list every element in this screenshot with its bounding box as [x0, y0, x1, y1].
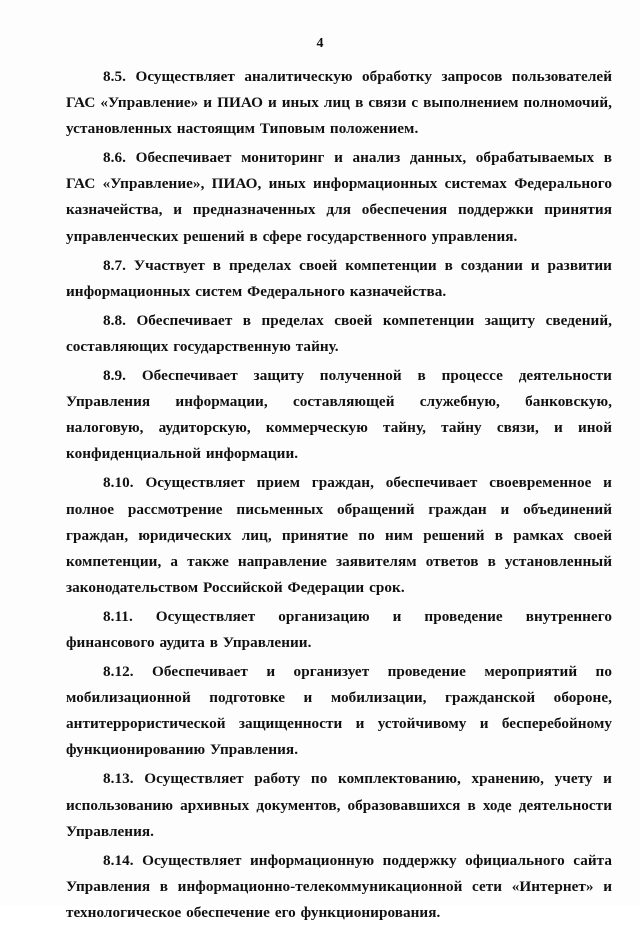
- paragraph-text: Осуществляет прием граждан, обеспечивает своевременное и полное рассмотрение письменных обращений граждан и объединений граждан, юридических лиц, принятие по ним решений в рамках своей компетенции, а также направление заявителям ответов в установленный законодательством Российской Федерации срок.: [66, 474, 612, 596]
- paragraph-8-10: [66, 470, 612, 600]
- paragraph-8-5: [66, 64, 612, 142]
- paragraph-number: 8.13.: [103, 770, 134, 788]
- paragraph-number: 8.5.: [103, 68, 126, 85]
- paragraph-8-8: [66, 308, 612, 360]
- paragraph-number: 8.11.: [103, 607, 133, 625]
- paragraph-number: 8.12.: [103, 663, 134, 681]
- paragraph-text: Участвует в пределах своей компетенции в создании и развитии информационных систем Федерального казначейства.: [66, 256, 612, 300]
- paragraph-number: 8.7.: [103, 256, 126, 274]
- paragraph-number: 8.6.: [103, 149, 126, 167]
- paragraph-number: 8.10.: [103, 474, 134, 492]
- paragraph-text: Обеспечивает в пределах своей компетенции защиту сведений, составляющих государственную тайну.: [66, 311, 612, 355]
- paragraph-8-9: [66, 363, 612, 467]
- page-number: 4: [316, 36, 324, 51]
- paragraph-8-14: [66, 848, 612, 926]
- paragraph-text: Обеспечивает защиту полученной в процессе деятельности Управления информации, составляющей служебную, банковскую, налоговую, аудиторскую, коммерческую тайну, тайну связи, и иной конфиденциальной информации.: [66, 367, 612, 463]
- paragraph-text: Обеспечивает мониторинг и анализ данных, обрабатываемых в ГАС «Управление», ПИАО, иных информационных системах Федерального казначейства, и предназначенных для обеспечения поддержки принятия управленческих решений в сфере государственного управления.: [66, 149, 612, 245]
- paragraph-number: 8.14.: [103, 851, 134, 869]
- document-body: [66, 64, 612, 929]
- paragraph-text: Осуществляет работу по комплектованию, хранению, учету и использованию архивных документов, образовавшихся в ходе деятельности Управления.: [66, 770, 612, 840]
- paragraph-text: Осуществляет организацию и проведение внутреннего финансового аудита в Управлении.: [66, 607, 612, 651]
- paragraph-text: Осуществляет информационную поддержку официального сайта Управления в информационно-телекоммуникационной сети «Интернет» и технологическое обеспечение его функционирования.: [66, 851, 612, 921]
- paragraph-text: Осуществляет аналитическую обработку запросов пользователей ГАС «Управление» и ПИАО и иных лиц в связи с выполнением полномочий, установленных настоящим Типовым положением.: [66, 68, 612, 138]
- paragraph-number: 8.8.: [103, 311, 126, 329]
- paragraph-text: Обеспечивает и организует проведение мероприятий по мобилизационной подготовке и мобилизации, гражданской обороне, антитеррористической защищенности и устойчивому и бесперебойному функционированию Управления.: [66, 663, 612, 759]
- paragraph-8-13: [66, 766, 612, 844]
- paragraph-8-11: [66, 604, 612, 656]
- paragraph-8-7: [66, 253, 612, 305]
- paragraph-8-12: [66, 659, 612, 763]
- paragraph-number: 8.9.: [103, 367, 126, 385]
- paragraph-8-6: [66, 145, 612, 249]
